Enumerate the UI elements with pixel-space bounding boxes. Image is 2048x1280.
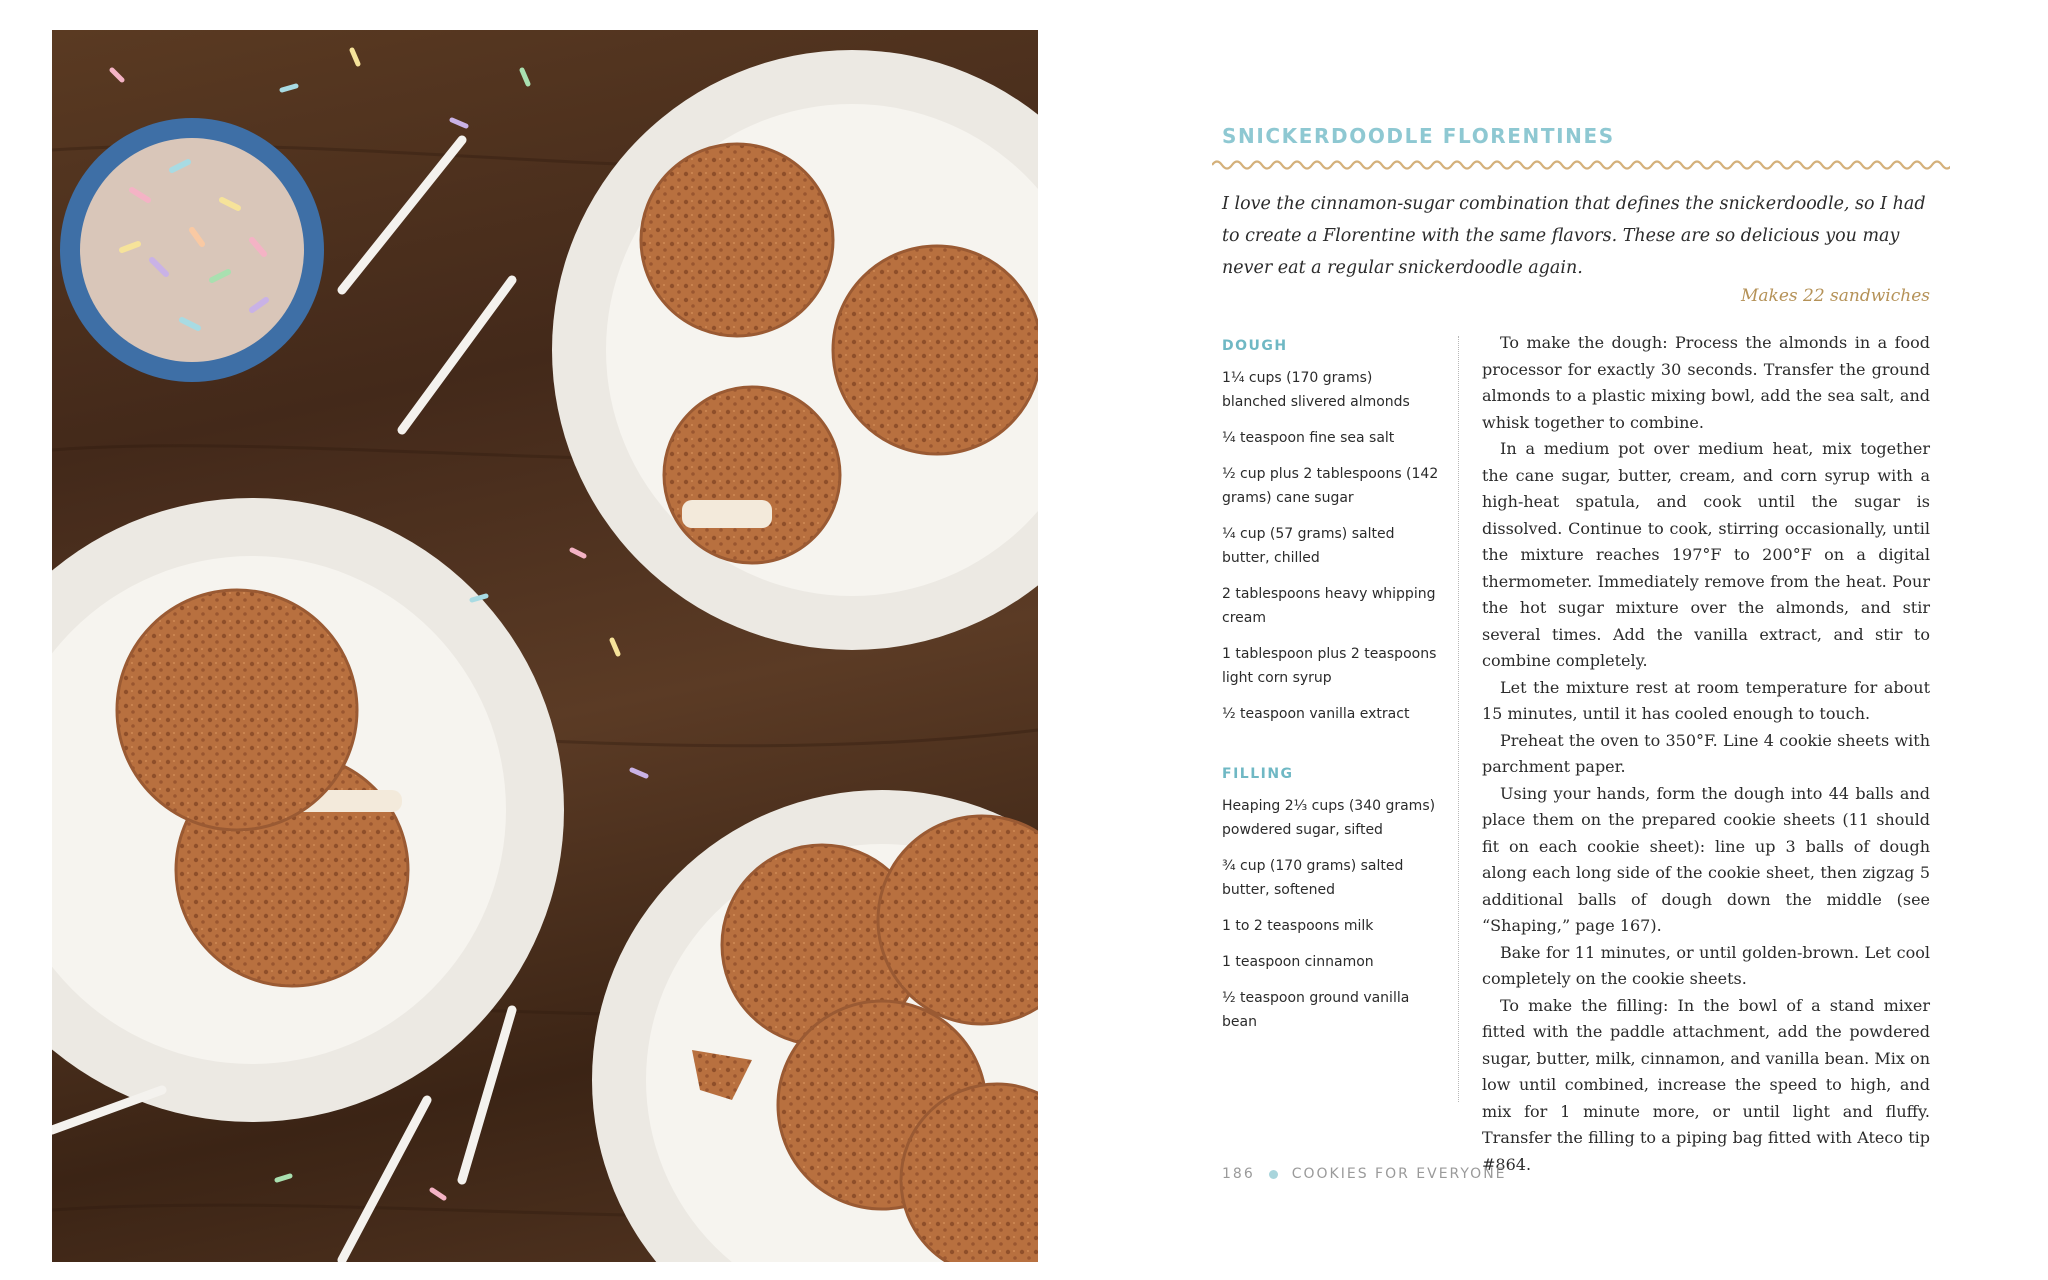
ingredients-column <box>1222 334 1440 1046</box>
book-title: COOKIES FOR EVERYONE <box>1291 1166 1507 1182</box>
filling-list <box>1222 794 1440 1034</box>
decorative-wave-divider <box>1212 156 1950 174</box>
ingredient-item <box>1222 522 1440 570</box>
sprinkle-bowl <box>60 118 324 382</box>
ingredient-item <box>1222 642 1440 690</box>
method-paragraph: To make the filling: In the bowl of a stand mixer fitted with the paddle attachment, add the powdered sugar, butter, milk, cinnamon, and vanilla bean. Mix on low until combined, increase the speed to high, and mix for 1 minute more, or until light and fluffy. Transfer the filling to a piping bag fitted with Ateco tip #864. <box>1482 995 1930 1174</box>
page-footer <box>1222 1166 1507 1182</box>
method-paragraph: Preheat the oven to 350°F. Line 4 cookie sheets with parchment paper. <box>1482 730 1930 776</box>
recipe-intro: I love the cinnamon-sugar combination that defines the snickerdoodle, so I had to create a Florentine with the same flavors. These are so delicious you may never eat a regular snickerdoodle again. <box>1222 194 1926 278</box>
recipe-title: SNICKERDOODLE FLORENTINES <box>1222 124 1615 148</box>
method-paragraph: Let the mixture rest at room temperature for about 15 minutes, until it has cooled enough to touch. <box>1482 677 1930 723</box>
filling-label: FILLING <box>1222 766 1294 782</box>
ingredient-item <box>1222 582 1440 630</box>
ingredient-item <box>1222 462 1440 510</box>
column-divider <box>1458 336 1459 1102</box>
ingredient-text: 2 tablespoons heavy whipping cream <box>1222 586 1436 626</box>
ingredient-quantity: ³⁄₄ <box>1222 858 1236 874</box>
ingredient-quantity: ¹⁄₂ <box>1222 466 1236 482</box>
dough-label: DOUGH <box>1222 338 1288 354</box>
method-paragraph: To make the dough: Process the almonds in a food processor for exactly 30 seconds. Transfer the ground almonds to a plastic mixing bowl, add the sea salt, and whisk together to combine. <box>1482 333 1930 432</box>
method-paragraph: In a medium pot over medium heat, mix together the cane sugar, butter, cream, and corn syrup with a high-heat spatula, and cook until the sugar is dissolved. Continue to cook, stirring occasionally, until the mixture reaches 197°F to 200°F on a digital thermometer. Immediately remove from the heat. Pour the hot sugar mixture over the almonds, and stir several times. Add the vanilla extract, and stir to combine completely. <box>1482 439 1930 670</box>
ingredient-text: cup plus 2 tablespoons (142 grams) cane sugar <box>1222 466 1439 506</box>
ingredient-text: Heaping 2¹⁄₃ cups (340 grams) powdered sugar, sifted <box>1222 798 1436 838</box>
footer-dot-icon <box>1269 1170 1278 1179</box>
ingredient-item <box>1222 854 1440 902</box>
method-paragraph: Bake for 11 minutes, or until golden-brown. Let cool completely on the cookie sheets. <box>1482 942 1930 988</box>
recipe-yield: Makes 22 sandwiches <box>1740 286 1930 306</box>
ingredient-text: 1 teaspoon cinnamon <box>1222 954 1374 970</box>
dough-list <box>1222 366 1440 726</box>
ingredient-text: teaspoon vanilla extract <box>1235 706 1410 722</box>
page-number: 186 <box>1222 1166 1255 1182</box>
method-paragraph: Using your hands, form the dough into 44 balls and place them on the prepared cookie sheets (11 should fit on each cookie sheet): line up 3 balls of dough along each long side of the cookie sheet, then zigzag 5 additional balls of dough down the middle (see “Shaping,” page 167). <box>1482 783 1930 935</box>
ingredient-quantity: 1¹⁄₄ <box>1222 370 1245 386</box>
ingredient-text: cup (170 grams) salted butter, softened <box>1222 858 1404 898</box>
ingredient-text: 1 tablespoon plus 2 teaspoons light corn syrup <box>1222 646 1437 686</box>
ingredient-text: cup (57 grams) salted butter, chilled <box>1222 526 1395 566</box>
ingredient-text: teaspoon fine sea salt <box>1235 430 1395 446</box>
ingredient-item <box>1222 950 1440 974</box>
recipe-photo <box>52 30 1038 1262</box>
ingredient-quantity: ¹⁄₄ <box>1222 430 1236 446</box>
ingredient-item <box>1222 702 1440 726</box>
ingredient-item <box>1222 794 1440 842</box>
ingredient-item <box>1222 986 1440 1034</box>
food-illustration <box>52 30 1038 1262</box>
ingredient-item <box>1222 426 1440 450</box>
ingredient-quantity: ¹⁄₄ <box>1222 526 1236 542</box>
ingredient-quantity: ¹⁄₂ <box>1222 706 1236 722</box>
ingredient-item <box>1222 914 1440 938</box>
ingredient-text: 1 to 2 teaspoons milk <box>1222 918 1374 934</box>
ingredient-quantity: ¹⁄₂ <box>1222 990 1236 1006</box>
method-text <box>1482 330 1930 1178</box>
ingredient-item <box>1222 366 1440 414</box>
ingredient-text: cups (170 grams) blanched slivered almonds <box>1222 370 1410 410</box>
ingredient-text: teaspoon ground vanilla bean <box>1222 990 1410 1030</box>
